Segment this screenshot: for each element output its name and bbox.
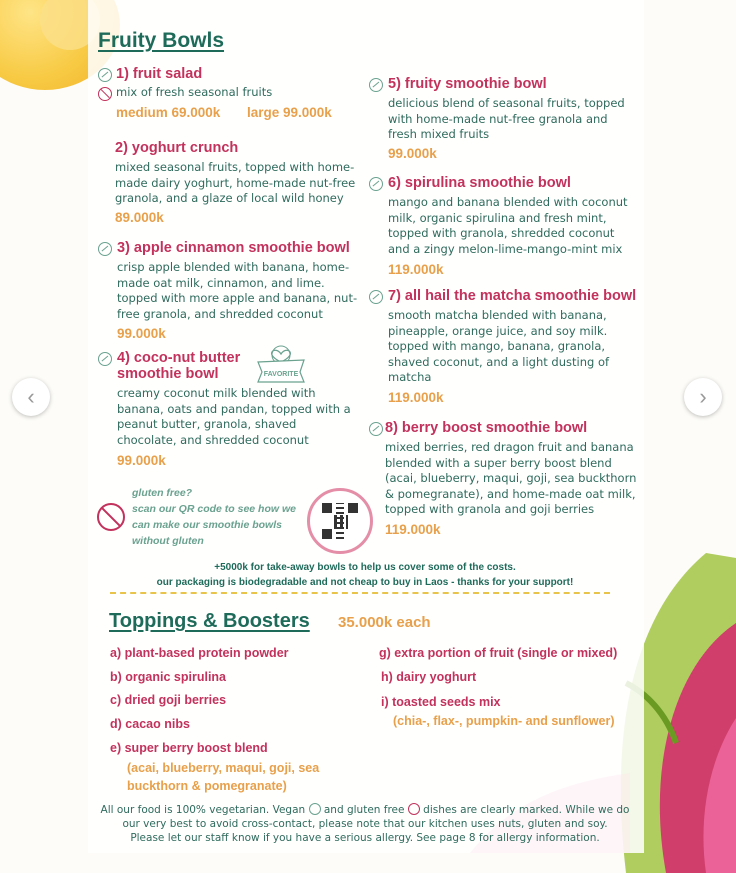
item-6-title: 6) spirulina smoothie bowl [388,175,571,191]
takeaway-line2: our packaging is biodegradable and not cheap to buy in Laos - thanks for your support! [156,577,574,588]
gluten-free-icon [408,803,420,815]
vegan-icon [369,290,383,304]
favorite-badge-text: FAVORITE [263,371,299,378]
vegan-icon [369,422,383,436]
gluten-note-line2: scan our QR code to see how we can make our smoothie bowls without gluten [132,503,296,547]
chevron-left-icon: ‹ [27,384,35,409]
item-1-title: 1) fruit salad [116,66,203,82]
toppings-price: 35.000k each [338,614,431,631]
item-8-price: 119.000k [385,522,441,537]
topping-h: h) dairy yoghurt [381,670,477,684]
item-1-price-medium: medium 69.000k [116,105,221,120]
item-1-price-large: large 99.000k [247,105,332,120]
item-8-desc: mixed berries, red dragon fruit and banana blended with a super berry boost blend (acai, blueberry, maqui, goji, sea buckthorn & pomegranate), and home-made oat milk, topped with granola and goji berries [385,440,637,516]
item-1-desc: mix of fresh seasonal fruits [116,85,273,99]
vegan-icon [98,242,112,256]
chevron-right-icon: › [699,384,707,409]
item-5-price: 99.000k [388,146,437,161]
topping-b: b) organic spirulina [110,670,227,684]
topping-c: c) dried goji berries [110,693,227,707]
footer-line3: Please let our staff know if you have a serious allergy. See page 8 for allergy information. [130,832,600,844]
favorite-badge-icon [256,340,306,384]
item-4-price: 99.000k [117,453,166,468]
gluten-free-icon [97,503,125,531]
prev-page-button[interactable] [12,378,50,416]
item-4-title-line2: smoothie bowl [117,366,219,382]
vegan-icon [98,352,112,366]
topping-i: i) toasted seeds mix [381,695,501,709]
toppings-heading: Toppings & Boosters [109,610,310,632]
topping-e: e) super berry boost blend [110,741,268,755]
vegan-icon [98,68,112,82]
item-2-desc: mixed seasonal fruits, topped with home-made dairy yoghurt, home-made nut-free granola, and a glaze of local wild honey [115,160,356,205]
gluten-free-icon [98,87,112,101]
vegan-icon [369,177,383,191]
topping-e-sub: (acai, blueberry, maqui, goji, sea buckthorn & pomegranate) [127,761,320,793]
item-3-desc: crisp apple blended with banana, home-made oat milk, cinnamon, and lime. topped with more apple and banana, nut-free granola, and shredded coconut [117,260,358,321]
fruity-bowls-heading: Fruity Bowls [98,29,225,52]
topping-i-sub: (chia-, flax-, pumpkin- and sunflower) [393,714,615,728]
item-4-title-line1: 4) coco-nut butter [117,350,241,366]
item-7-desc: smooth matcha blended with banana, pineapple, orange juice, and soy milk. topped with mango, banana, granola, shaved coconut, and a light dusting of matcha [388,308,610,384]
gluten-free-note [132,485,297,549]
takeaway-note [100,560,630,590]
vegan-icon [369,78,383,92]
allergy-footer [100,803,630,845]
next-page-button[interactable] [684,378,722,416]
item-2-title: 2) yoghurt crunch [115,140,239,156]
gluten-note-line1: gluten free? [132,487,193,499]
item-5-title: 5) fruity smoothie bowl [388,76,547,92]
qr-code-pattern [322,503,358,539]
item-2-price: 89.000k [115,210,164,225]
footer-part3: dishes are clearly marked. While we do our very best to avoid cross-contact, please note that our kitchen uses nuts, gluten and soy. [122,804,630,830]
item-4-desc: creamy coconut milk blended with banana, oats and pandan, topped with a peanut butter, granola, shaved chocolate, and shredded coconut [117,386,351,447]
item-5-desc: delicious blend of seasonal fruits, topped with home-made nut-free granola and fresh mixed fruits [388,96,625,141]
topping-a: a) plant-based protein powder [110,646,289,660]
item-7-price: 119.000k [388,390,444,405]
topping-d: d) cacao nibs [110,717,190,731]
qr-code-icon[interactable] [307,488,373,554]
item-3-price: 99.000k [117,326,166,341]
item-8-title: 8) berry boost smoothie bowl [385,420,588,436]
takeaway-line1: +5000k for take-away bowls to help us cover some of the costs. [214,562,516,573]
item-7-title: 7) all hail the matcha smoothie bowl [388,288,637,304]
item-6-price: 119.000k [388,262,444,277]
vegan-icon [309,803,321,815]
footer-part2: and gluten free [323,804,405,816]
divider [110,592,610,594]
footer-part1: All our food is 100% vegetarian. Vegan [100,804,306,816]
topping-g: g) extra portion of fruit (single or mixed) [379,646,618,660]
item-6-desc: mango and banana blended with coconut milk, organic spirulina and fresh mint, topped with granola, shredded coconut and a zingy melon-lime-mango-mint mix [388,195,628,256]
item-3-title: 3) apple cinnamon smoothie bowl [117,240,350,256]
